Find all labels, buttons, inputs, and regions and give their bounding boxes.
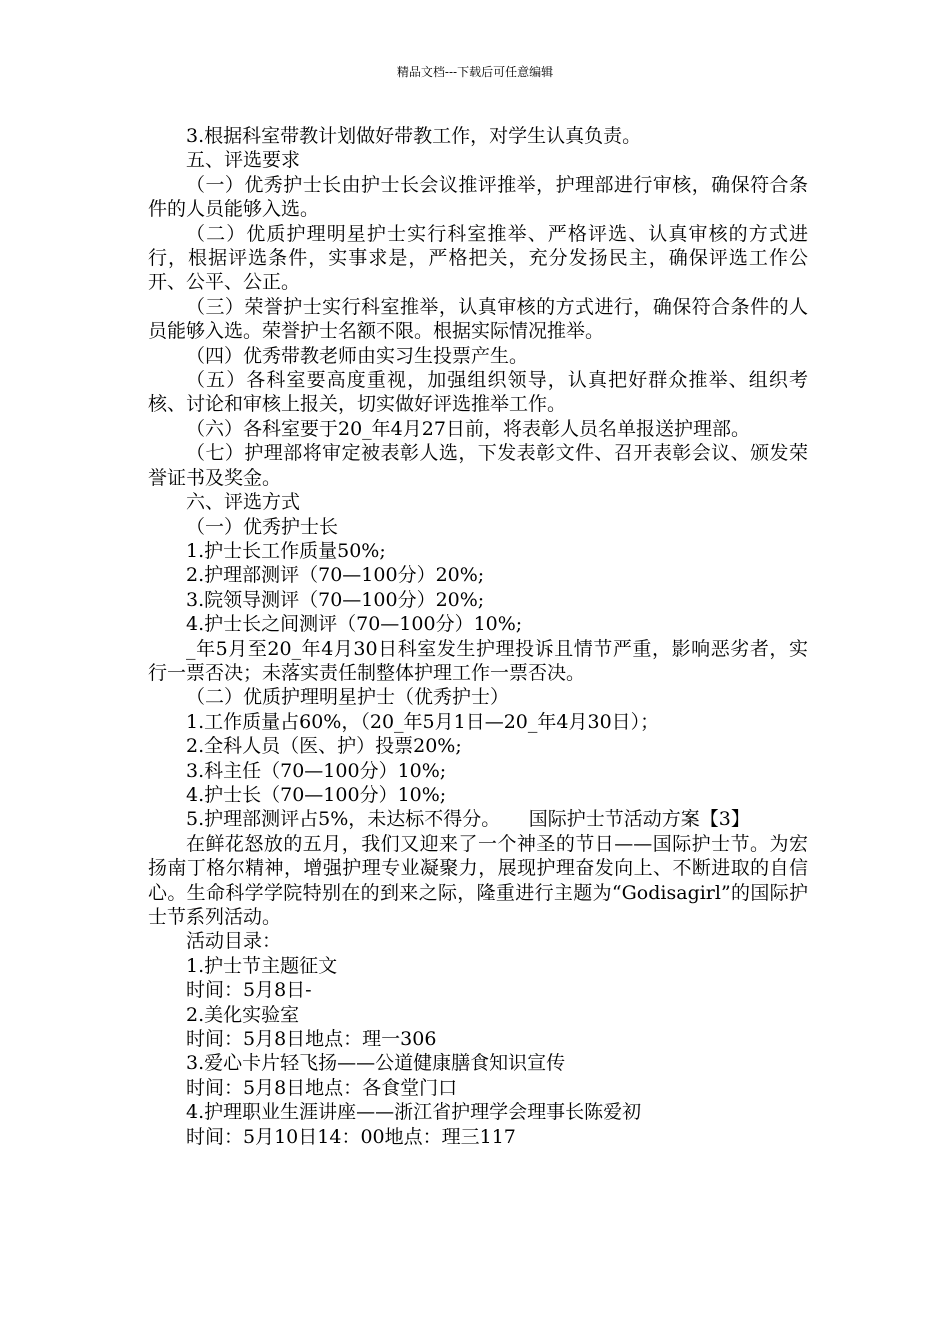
subsection-heading: （二）优质护理明星护士（优秀护士） [186, 686, 510, 709]
paragraph: 活动目录： [186, 930, 282, 953]
paragraph: （七）护理部将审定被表彰人选，下发表彰文件、召开表彰会议、颁发荣誉证书及奖金。 [148, 442, 808, 489]
list-item: 1.护士长工作质量50%; [186, 539, 386, 562]
list-item: 时间：5月8日地点：理一306 [186, 1028, 437, 1051]
list-item: 4.护士长之间测评（70—100分）10%; [186, 613, 523, 636]
list-item: 1.护士节主题征文 [186, 954, 338, 977]
list-item: 时间：5月10日14：00地点：理三117 [186, 1125, 516, 1148]
list-item: 3.科主任（70—100分）10%; [186, 759, 447, 782]
paragraph: （六）各科室要于20_年4月27日前，将表彰人员名单报送护理部。 [186, 417, 750, 440]
list-item: 2.美化实验室 [186, 1003, 300, 1026]
subsection-heading: （一）优秀护士长 [186, 515, 339, 538]
list-item: 时间：5月8日- [186, 979, 312, 1002]
section-heading: 六、评选方式 [186, 491, 301, 514]
paragraph: （二）优质护理明星护士实行科室推举、严格评选、认真审核的方式进行，根据评选条件，实事求是，严格把关，充分发扬民主，确保评选工作公开、公平、公正。 [148, 222, 808, 294]
paragraph: 在鲜花怒放的五月，我们又迎来了一个神圣的节日——国际护士节。为宏扬南丁格尔精神，增强护理专业凝聚力，展现护理奋发向上、不断进取的自信心。生命科学学院特别在的到来之际，隆重进行主题为“Godisagirl”的国际护士节系列活动。 [148, 832, 808, 928]
paragraph: （三）荣誉护士实行科室推举，认真审核的方式进行，确保符合条件的人员能够入选。荣誉护士名额不限。根据实际情况推举。 [148, 295, 808, 343]
list-item: 时间：5月8日地点：各食堂门口 [186, 1076, 458, 1099]
paragraph: 3.根据科室带教计划做好带教工作，对学生认真负责。 [186, 125, 642, 147]
list-item: 2.护理部测评（70—100分）20%; [186, 564, 485, 587]
list-item: 4.护士长（70—100分）10%; [186, 783, 447, 806]
list-item: 2.全科人员（医、护）投票20%; [186, 735, 462, 758]
paragraph: （一）优秀护士长由护士长会议推评推举，护理部进行审核，确保符合条件的人员能够入选。 [148, 173, 808, 221]
section-heading: 五、评选要求 [186, 149, 301, 172]
page-header: 精品文档---下载后可任意编辑 [396, 65, 554, 79]
list-item: 4.护理职业生涯讲座——浙江省护理学会理事长陈爱初 [186, 1101, 642, 1124]
list-item: 3.院领导测评（70—100分）20%; [186, 588, 485, 611]
list-item: 1.工作质量占60%，（20_年5月1日—20_年4月30日）； [186, 710, 660, 733]
list-item: 3.爱心卡片轻飞扬——公道健康膳食知识宣传 [186, 1052, 566, 1075]
paragraph: （五）各科室要高度重视，加强组织领导，认真把好群众推举、组织考核、讨论和审核上报关，切实做好评选推举工作。 [148, 369, 808, 416]
paragraph: （四）优秀带教老师由实习生投票产生。 [186, 344, 529, 367]
paragraph: _年5月至20_年4月30日科室发生护理投诉且情节严重，影响恶劣者，实行一票否决；未落实责任制整体护理工作一票否决。 [148, 637, 808, 684]
list-item: 5.护理部测评占5%，未达标不得分。 国际护士节活动方案【3】 [186, 808, 750, 831]
document-body [148, 124, 808, 1149]
